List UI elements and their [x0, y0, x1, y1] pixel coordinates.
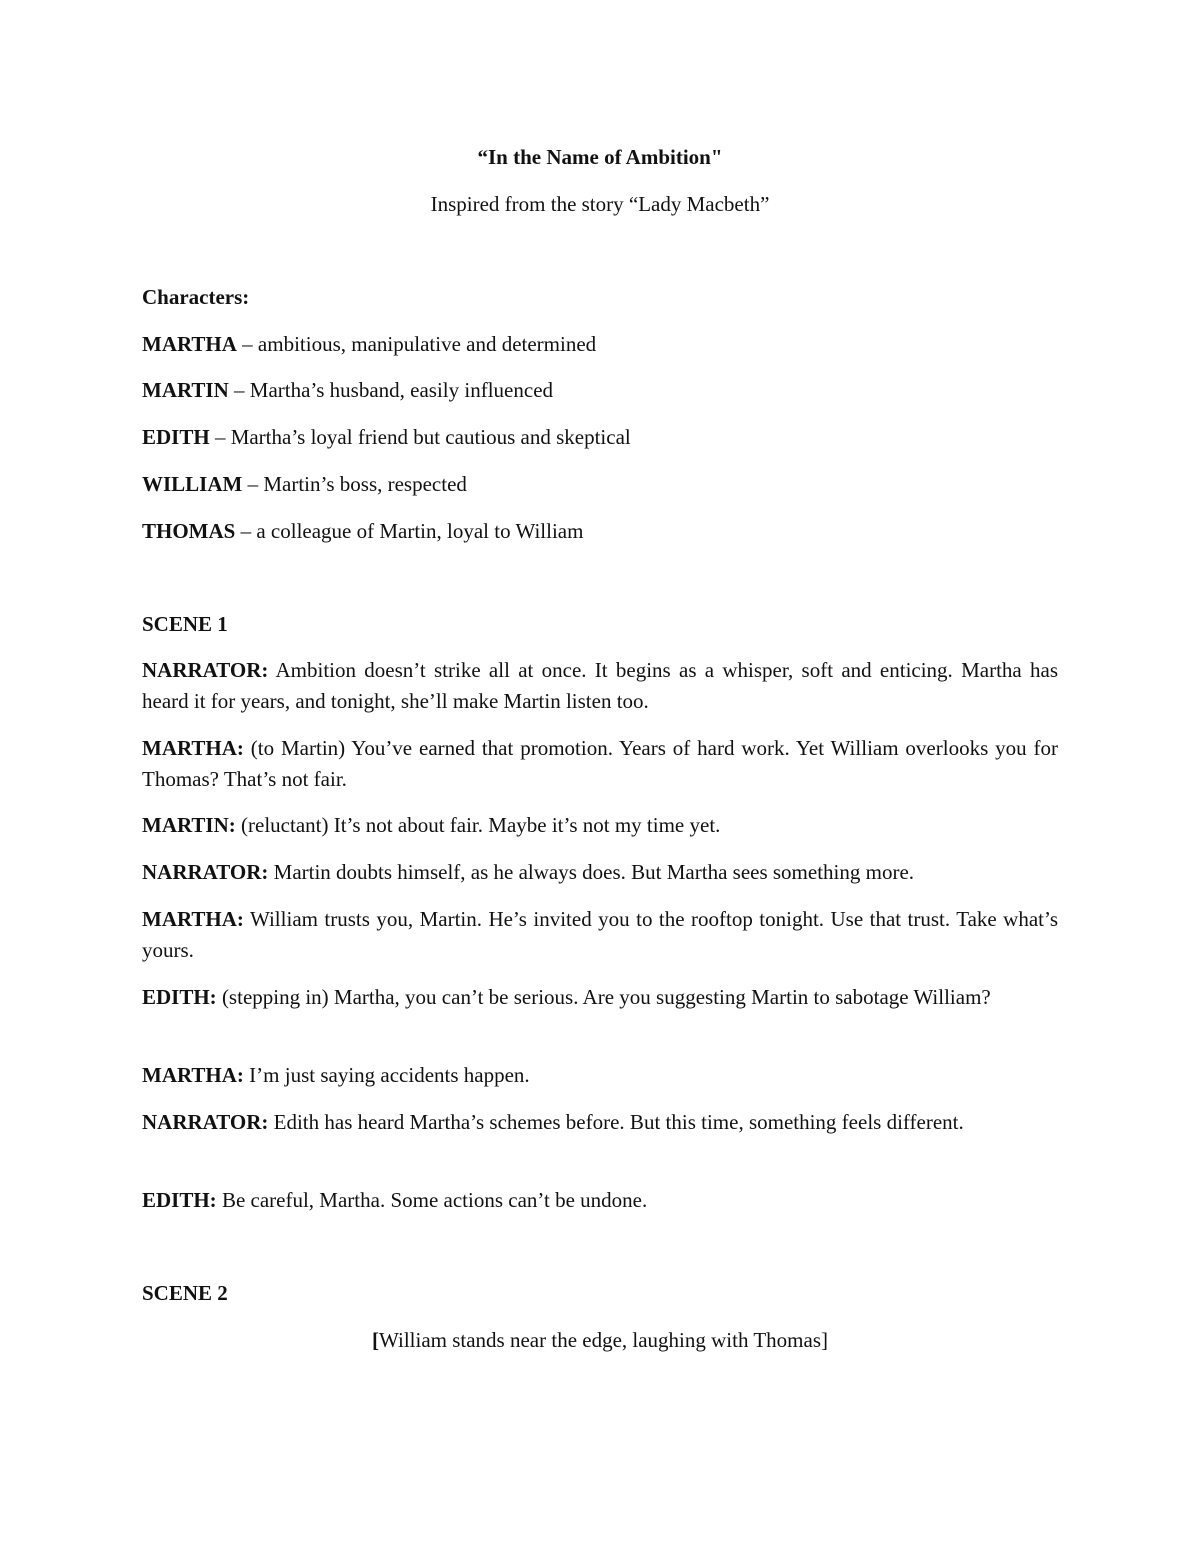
speaker-name: EDITH:: [142, 985, 217, 1009]
dialogue-line: [142, 1185, 1058, 1216]
dialogue-line: [142, 1060, 1058, 1091]
character-description: – a colleague of Martin, loyal to William: [235, 519, 584, 543]
speaker-name: NARRATOR:: [142, 860, 269, 884]
dialogue-text: (to Martin) You’ve earned that promotion. Years of hard work. Yet William overlooks you for Thomas? That’s not fair.: [142, 736, 1058, 791]
character-name: MARTHA: [142, 332, 237, 356]
speaker-name: EDITH:: [142, 1188, 217, 1212]
dialogue-line: [142, 1107, 1058, 1138]
speaker-name: MARTHA:: [142, 1063, 244, 1087]
character-entry: [142, 423, 1058, 451]
dialogue-line: [142, 982, 1058, 1013]
play-subtitle: Inspired from the story “Lady Macbeth”: [430, 192, 770, 216]
character-description: – ambitious, manipulative and determined: [236, 332, 597, 356]
character-description: – Martha’s husband, easily influenced: [228, 378, 554, 402]
dialogue-line: [142, 810, 1058, 841]
dialogue-text: Martin doubts himself, as he always does. But Martha sees something more.: [268, 860, 915, 884]
stage-direction: [142, 1326, 1058, 1354]
dialogue-text: (reluctant) It’s not about fair. Maybe it’s not my time yet.: [235, 813, 721, 837]
scene-2-heading: SCENE 2: [142, 1281, 228, 1305]
character-entry: [142, 517, 1058, 545]
dialogue-line: [142, 733, 1058, 795]
stage-direction-text: William stands near the edge, laughing with Thomas]: [379, 1328, 828, 1352]
scene-1-heading: SCENE 1: [142, 612, 228, 636]
play-title: “In the Name of Ambition": [477, 145, 723, 169]
dialogue-line: [142, 655, 1058, 717]
dialogue-text: Edith has heard Martha’s schemes before. But this time, something feels different.: [268, 1110, 964, 1134]
speaker-name: NARRATOR:: [142, 658, 269, 682]
dialogue-line: [142, 904, 1058, 966]
character-name: THOMAS: [142, 519, 236, 543]
character-name: EDITH: [142, 425, 210, 449]
dialogue-text: (stepping in) Martha, you can’t be serious. Are you suggesting Martin to sabotage William?: [216, 985, 991, 1009]
dialogue-text: Ambition doesn’t strike all at once. It begins as a whisper, soft and enticing. Martha has heard it for years, and tonight, she’ll make Martin listen too.: [142, 658, 1058, 713]
speaker-name: MARTIN:: [142, 813, 236, 837]
character-entry: [142, 330, 1058, 358]
character-name: WILLIAM: [142, 472, 243, 496]
dialogue-text: William trusts you, Martin. He’s invited you to the rooftop tonight. Use that trust. Take what’s yours.: [142, 907, 1058, 962]
character-description: – Martin’s boss, respected: [242, 472, 467, 496]
characters-heading: Characters:: [142, 285, 250, 309]
character-name: MARTIN: [142, 378, 229, 402]
speaker-name: MARTHA:: [142, 736, 244, 760]
dialogue-text: Be careful, Martha. Some actions can’t be undone.: [216, 1188, 648, 1212]
character-description: – Martha’s loyal friend but cautious and skeptical: [209, 425, 631, 449]
stage-bracket: [: [372, 1328, 379, 1352]
dialogue-line: [142, 857, 1058, 888]
dialogue-text: I’m just saying accidents happen.: [243, 1063, 530, 1087]
character-entry: [142, 470, 1058, 498]
character-entry: [142, 376, 1058, 404]
speaker-name: MARTHA:: [142, 907, 244, 931]
speaker-name: NARRATOR:: [142, 1110, 269, 1134]
